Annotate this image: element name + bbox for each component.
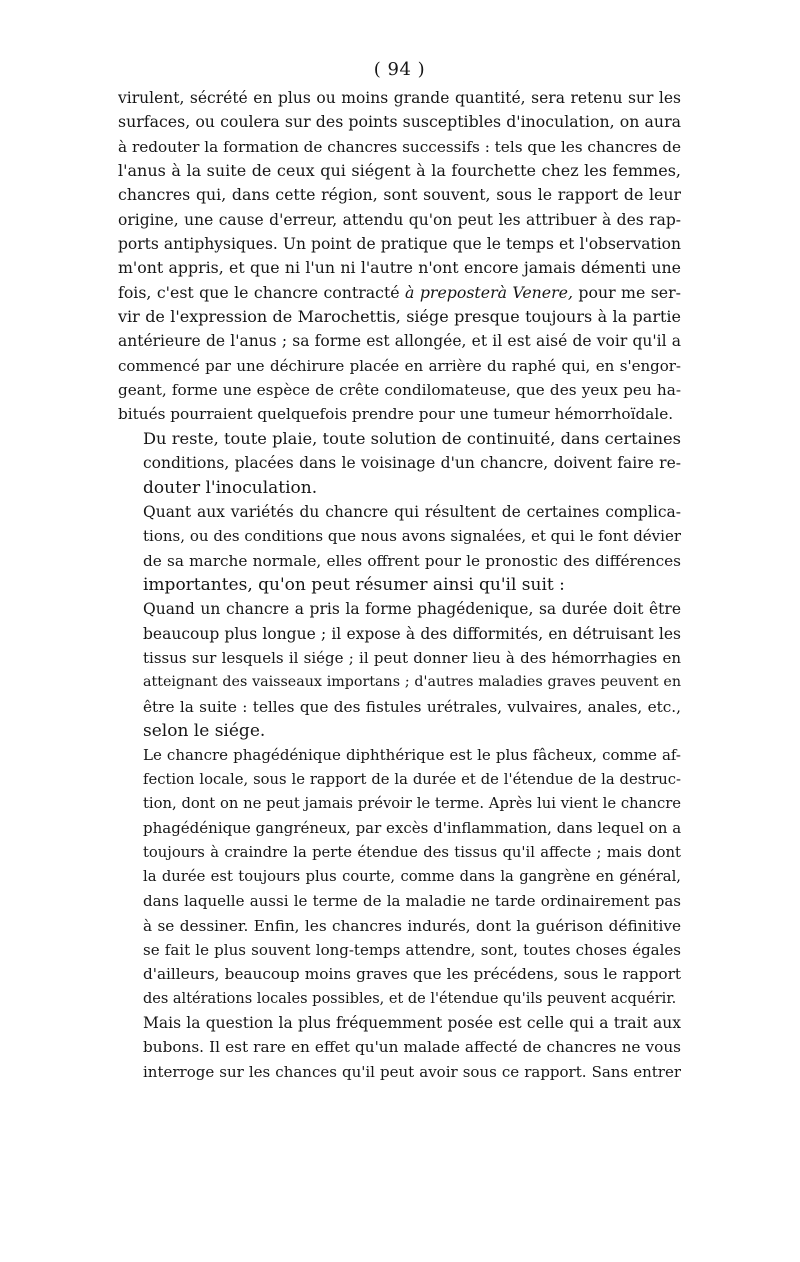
text-line: beaucoup plus longue ; il expose à des difformités, en détruisant les (143, 624, 681, 643)
text-line: ports antiphysiques. Un point de pratique que le temps et l'observation (118, 235, 681, 254)
text-line: d'ailleurs, beaucoup moins graves que les précédens, sous le rapport (143, 965, 681, 984)
paragraph-5 (118, 743, 681, 1011)
text-line: bubons. Il est rare en effet qu'un malade affecté de chancres ne vous (143, 1038, 681, 1057)
text-line: Quand un chancre a pris la forme phagédenique, sa durée doit être (143, 600, 681, 619)
text-run: pour me ser- (572, 282, 681, 302)
text-line: bitués pourraient quelquefois prendre pour une tumeur hémorrhoïdale. (118, 405, 674, 424)
text-line: Du reste, toute plaie, toute solution de continuité, dans certaines (143, 428, 681, 448)
text-line: conditions, placées dans le voisinage d'un chancre, doivent faire re- (143, 454, 681, 473)
text-line: tissus sur lesquels il siége ; il peut donner lieu à des hémorrhagies en (143, 648, 681, 667)
text-line: atteignant des vaisseaux importans ; d'autres maladies graves peuvent en (143, 674, 681, 691)
text-line: douter l'inoculation. (143, 477, 318, 498)
text-line: de sa marche normale, elles offrent pour le pronostic des différences (143, 551, 681, 570)
text-line: à redouter la formation de chancres successifs : tels que les chancres de (118, 137, 681, 156)
paragraph-4 (118, 597, 681, 743)
book-page (118, 58, 681, 1084)
text-line: toujours à craindre la perte étendue des tissus qu'il affecte ; mais dont (143, 843, 681, 861)
text-line: la durée est toujours plus courte, comme dans la gangrène en général, (143, 868, 681, 885)
text-line: l'anus à la suite de ceux qui siégent à la fourchette chez les femmes, (118, 161, 681, 181)
text-line: être la suite : telles que des fistules urétrales, vulvaires, anales, etc., (143, 697, 681, 716)
text-line: à se dessiner. Enfin, les chancres indurés, dont la guérison définitive (143, 916, 681, 935)
text-line: phagédénique gangréneux, par excès d'inflammation, dans lequel on a (143, 819, 681, 838)
text-line: antérieure de l'anus ; sa forme est allongée, et il est aisé de voir qu'il a (118, 332, 681, 351)
text-run: fois, c'est que le chancre contracté (118, 282, 406, 302)
text-line: des altérations locales possibles, et de l'étendue qu'ils peuvent acquérir. (143, 990, 677, 1007)
text-line: se fait le plus souvent long-temps attendre, sont, toutes choses égales (143, 941, 681, 960)
text-line: dans laquelle aussi le terme de la maladie ne tarde ordinairement pas (143, 892, 681, 911)
text-line: interroge sur les chances qu'il peut avoir sous ce rapport. Sans entrer (143, 1062, 681, 1081)
text-line: chancres qui, dans cette région, sont souvent, sous le rapport de leur (118, 185, 681, 205)
text-line-with-italic (118, 281, 681, 305)
paragraph-2 (118, 427, 681, 500)
page-number: ( 94 ) (373, 59, 426, 80)
text-line: importantes, qu'on peut résumer ainsi qu'il suit : (143, 574, 565, 595)
latin-phrase: à preposterà Venere, (405, 282, 573, 302)
text-line: commencé par une déchirure placée en arrière du raphé qui, en s'engor- (118, 356, 681, 375)
text-line: tion, dont on ne peut jamais prévoir le terme. Après lui vient le chancre (143, 794, 681, 812)
paragraph-1 (118, 86, 681, 427)
text-line: virulent, sécrété en plus ou moins grande quantité, sera retenu sur les (118, 89, 681, 107)
text-line: tions, ou des conditions que nous avons signalées, et qui le font dévier (143, 527, 681, 546)
text-line: Mais la question la plus fréquemment posée est celle qui a trait aux (143, 1014, 681, 1033)
text-line: origine, une cause d'erreur, attendu qu'on peut les attribuer à des rap- (118, 210, 681, 229)
text-line: vir de l'expression de Marochettis, siége presque toujours à la partie (118, 307, 681, 327)
text-line: m'ont appris, et que ni l'un ni l'autre n'ont encore jamais démenti une (118, 258, 681, 278)
text-line: Quant aux variétés du chancre qui résultent de certaines complica- (143, 502, 681, 521)
paragraph-6 (118, 1011, 681, 1084)
text-line: geant, forme une espèce de crête condilomateuse, que des yeux peu ha- (118, 381, 681, 400)
text-line: surfaces, ou coulera sur des points susceptibles d'inoculation, on aura (118, 112, 681, 132)
text-line: selon le siége. (143, 720, 266, 741)
paragraph-3 (118, 500, 681, 597)
text-line: Le chancre phagédénique diphthérique est le plus fâcheux, comme af- (143, 746, 681, 765)
text-line: fection locale, sous le rapport de la durée et de l'étendue de la destruc- (143, 770, 681, 788)
